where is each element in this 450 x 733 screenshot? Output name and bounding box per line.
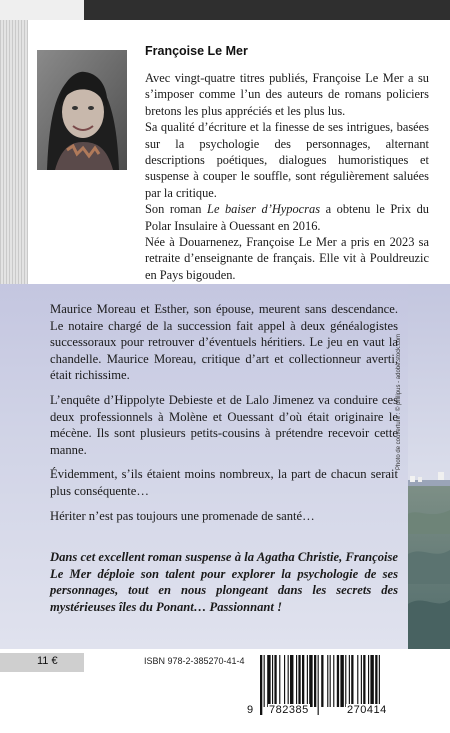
barcode-bar xyxy=(349,655,350,707)
bio-paragraph-3 xyxy=(145,201,429,234)
barcode-first-digit: 9 xyxy=(247,704,254,716)
author-name: Françoise Le Mer xyxy=(145,44,248,58)
bio-paragraph-2: Sa qualité d’écriture et la finesse de ses intrigues, basées sur la psychologie des personnages, alternant descriptions poétiques, dialogues humoristiques et suspense à couper le souffle, sont régulièrement saluées par la critique. xyxy=(145,120,429,200)
barcode-bar xyxy=(318,655,319,715)
barcode-bar xyxy=(370,655,373,707)
top-bar-dark xyxy=(84,0,450,20)
photo-credit: Photo de couverture : © philipus - adobe.stock.com xyxy=(396,333,402,470)
author-photo xyxy=(37,50,127,170)
barcode-bar xyxy=(307,655,308,707)
author-bio xyxy=(145,70,429,283)
barcode-bar xyxy=(351,655,353,707)
barcode-right-group: 270414 xyxy=(347,704,387,716)
barcode-bar xyxy=(337,655,339,707)
barcode-bar xyxy=(357,655,358,707)
barcode-bar xyxy=(340,655,343,707)
barcode-bar xyxy=(363,655,365,707)
bio-paragraph-4: Née à Douarnenez, Françoise Le Mer a pris en 2023 sa retraite d’enseignante de français. Elle vit à Pouldreuzic en Pays bigouden. xyxy=(145,235,429,282)
barcode-bar xyxy=(375,655,377,707)
barcode-bar xyxy=(309,655,312,707)
barcode-bar xyxy=(284,655,285,707)
left-texture-strip xyxy=(0,20,28,284)
barcode-bar xyxy=(321,655,323,707)
summary-paragraph-2: L’enquête d’Hippolyte Debieste et de Lalo Jimenez va conduire ces deux professionnels à Molène et Ouessant d’où était originaire le mécène. Ils sont plusieurs petits-cousins à prétendre recevoir cette manne. xyxy=(50,392,398,457)
barcode-bar xyxy=(290,655,293,707)
barcode-bar xyxy=(361,655,362,707)
review-tagline: Dans cet excellent roman suspense à la Agatha Christie, Françoise Le Mer déploie son talent pour explorer la psychologie de ses personnages, tout en nous plongeant dans les secrets des mystérieuses îles du Ponant… Passionnant ! xyxy=(50,550,398,614)
isbn: ISBN 978-2-385270-41-4 xyxy=(144,656,245,666)
barcode-bar xyxy=(302,655,304,707)
barcode-bar xyxy=(288,655,289,707)
barcode-bar xyxy=(279,655,280,707)
book-summary xyxy=(50,301,398,532)
top-bar-light xyxy=(0,0,84,20)
price: 11 € xyxy=(37,655,58,667)
barcode-bar xyxy=(368,655,369,707)
barcode-bar xyxy=(333,655,334,707)
island-landscape-image xyxy=(408,284,450,649)
cover-photo-strip xyxy=(408,284,450,649)
novel-title: Le baiser d’Hypocras xyxy=(207,202,321,217)
barcode-bar xyxy=(267,655,270,707)
barcode-left-group: 782385 xyxy=(269,704,309,716)
barcode-bar xyxy=(345,655,346,707)
barcode-bar xyxy=(260,655,262,715)
barcode-bar xyxy=(274,655,276,707)
author-portrait-image xyxy=(37,50,127,170)
summary-paragraph-4: Hériter n’est pas toujours une promenade de santé… xyxy=(50,508,315,523)
top-bar xyxy=(0,0,450,20)
bio-p3-after: a obtenu le Prix du Polar Insulaire à Ouessant en 2016. xyxy=(145,202,430,233)
barcode-bar xyxy=(272,655,273,707)
barcode-bar xyxy=(264,655,265,707)
barcode-bar xyxy=(327,655,328,707)
summary-paragraph-3: Évidemment, s’ils étaient moins nombreux, la part de chacun serait plus conséquente… xyxy=(50,467,398,498)
bio-paragraph-1: Avec vingt-quatre titres publiés, Françoise Le Mer a su s’imposer comme l’un des auteurs de romans policiers bretons les plus appréciés et les plus lus. xyxy=(145,71,429,118)
barcode-bar xyxy=(330,655,331,707)
bio-p3-before: Son roman xyxy=(145,202,208,217)
summary-paragraph-1: Maurice Moreau et Esther, son épouse, meurent sans descendance. Le notaire chargé de la succession fait appel à deux généalogistes successoraux pour retrouver d’éventuels héritiers. Le jeu en vaut la chandelle. Maurice Moreau, critique d’art et collectionneur averti, était richissime. xyxy=(50,302,398,383)
barcode-bar xyxy=(296,655,297,707)
barcode-bar xyxy=(298,655,300,707)
barcode-bar xyxy=(314,655,316,707)
